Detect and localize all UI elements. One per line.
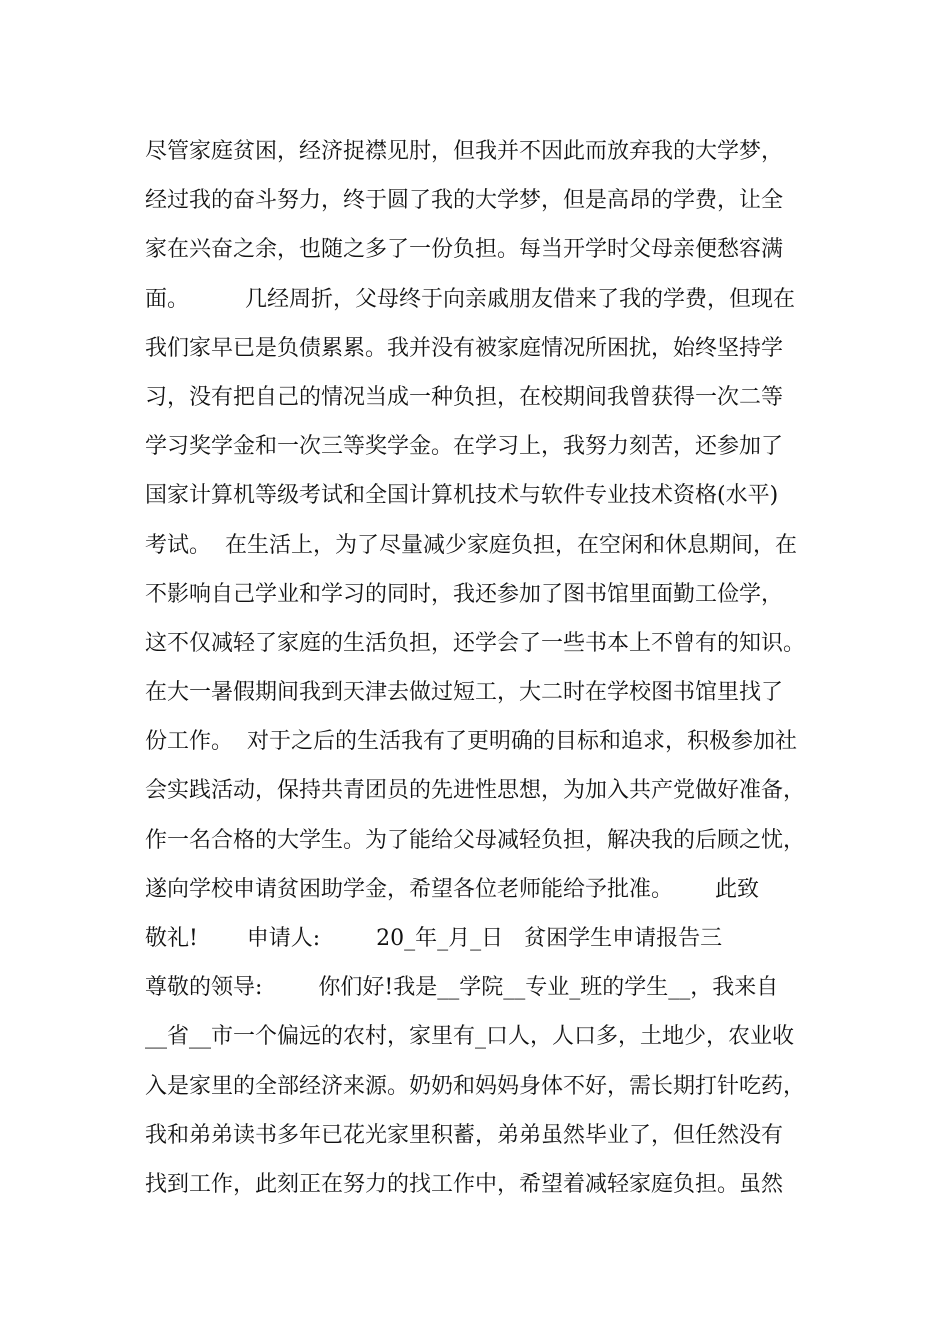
text-line: 学习奖学金和一次三等奖学金。在学习上，我努力刻苦，还参加了 <box>145 434 784 460</box>
text-line: 习，没有把自己的情况当成一种负担，在校期间我曾获得一次二等 <box>145 384 784 410</box>
text-line: 尽管家庭贫困，经济捉襟见肘，但我并不因此而放弃我的大学梦， <box>145 139 784 164</box>
text-line: 面。 几经周折，父母终于向亲戚朋友借来了我的学费，但现在 <box>145 286 795 312</box>
text-line: __省__市一个偏远的农村，家里有_口人，人口多，土地少，农业收 <box>145 1024 795 1050</box>
text-line: 家在兴奋之余，也随之多了一份负担。每当开学时父母亲便愁容满 <box>145 237 784 263</box>
text-line: 作一名合格的大学生。为了能给父母减轻负担，解决我的后顾之忧， <box>145 827 806 853</box>
text-line: 在大一暑假期间我到天津去做过短工，大二时在学校图书馆里找了 <box>145 680 784 706</box>
document-body <box>145 127 835 1209</box>
text-line: 会实践活动，保持共青团员的先进性思想，为加入共产党做好准备， <box>145 778 806 804</box>
text-line: 不影响自己学业和学习的同时，我还参加了图书馆里面勤工俭学， <box>145 581 784 607</box>
text-line: 遂向学校申请贫困助学金，希望各位老师能给予批准。 此致 <box>145 876 759 902</box>
text-line: 敬礼! 申请人: 20_年_月_日 贫困学生申请报告三 <box>145 926 723 951</box>
text-line: 尊敬的领导: 你们好!我是__学院__专业_班的学生__，我来自 <box>145 975 779 1001</box>
text-line: 找到工作，此刻正在努力的找工作中，希望着减轻家庭负担。虽然 <box>145 1171 784 1197</box>
text-line: 我和弟弟读书多年已花光家里积蓄，弟弟虽然毕业了，但任然没有 <box>145 1122 784 1148</box>
text-line: 国家计算机等级考试和全国计算机技术与软件专业技术资格(水平) <box>145 483 779 509</box>
text-line: 经过我的奋斗努力，终于圆了我的大学梦，但是高昂的学费，让全 <box>145 188 784 214</box>
text-line: 份工作。 对于之后的生活我有了更明确的目标和追求，积极参加社 <box>145 729 797 755</box>
text-line: 我们家早已是负债累累。我并没有被家庭情况所困扰，始终坚持学 <box>145 335 784 361</box>
text-line: 这不仅减轻了家庭的生活负担，还学会了一些书本上不曾有的知识。 <box>145 630 806 656</box>
text-line: 考试。 在生活上，为了尽量减少家庭负担，在空闲和休息期间，在 <box>145 532 797 558</box>
text-line: 入是家里的全部经济来源。奶奶和妈妈身体不好，需长期打针吃药， <box>145 1073 806 1099</box>
